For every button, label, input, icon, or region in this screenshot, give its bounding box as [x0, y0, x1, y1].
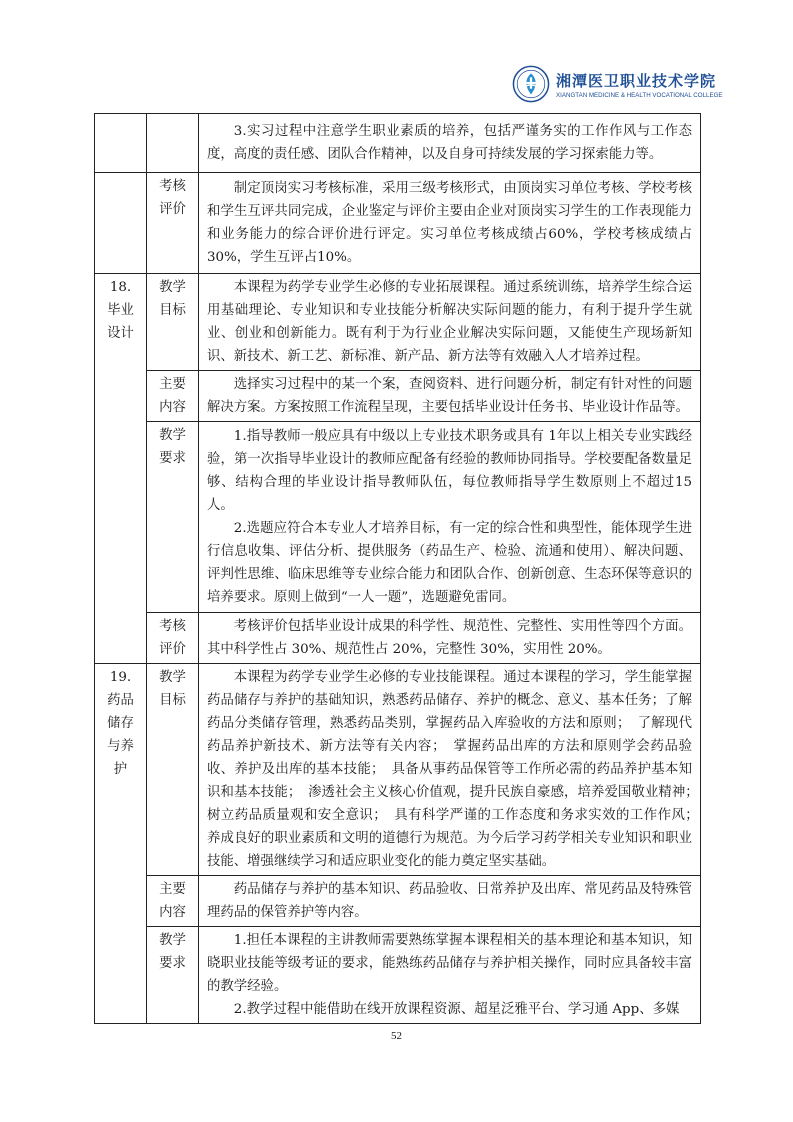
row-label-eval: 考核 评价 [147, 613, 199, 664]
table-row [95, 371, 701, 422]
table-row [95, 613, 701, 664]
row-label-requirement: 教学 要求 [147, 422, 199, 613]
college-logo [512, 62, 752, 106]
college-emblem-icon [512, 65, 550, 103]
course-19-content-text: 药品储存与养护的基本知识、药品验收、日常养护及出库、常见药品及特殊管理药品的保管养护等内容。 [199, 876, 701, 927]
table-row [95, 876, 701, 927]
course-18-title: 18. 毕业 设计 [95, 274, 147, 664]
course-18-eval-text: 考核评价包括毕业设计成果的科学性、规范性、完整性、实用性等四个方面。其中科学性占 30%、规范性占 20%，完整性 30%，实用性 20%。 [199, 613, 701, 664]
course-19-title: 19. 药品 储存 与养 护 [95, 664, 147, 1024]
college-name-en: XIANGTAN MEDICINE & HEALTH VOCATIONAL COLLEGE [556, 91, 723, 99]
table-row [95, 422, 701, 613]
course-18-content-text: 选择实习过程中的某一个案，查阅资料、进行问题分析，制定有针对性的问题解决方案。方案按照工作流程呈现，主要包括毕业设计任务书、毕业设计作品等。 [199, 371, 701, 422]
internship-requirement-3: 3.实习过程中注意学生职业素质的培养，包括严谨务实的工作作风与工作态度，高度的责任感、团队合作精神，以及自身可持续发展的学习探索能力等。 [199, 114, 701, 173]
course-18-requirement-text: 1.指导教师一般应具有中级以上专业技术职务或具有 1年以上相关专业实践经验，第一次指导毕业设计的教师应配备有经验的教师协同指导。学校要配备数量足够、结构合理的毕业设计指导教师队伍，每位教师指导学生数原则上不超过15人。 2.选题应符合本专业人才培养目标，有一定的综合性和典型性，能体现学生进行信息收集、评估分析、提供服务（药品生产、检验、流通和使用）、解决问题、评判性思维、临床思维等专业综合能力和团队合作、创新创意、生态环保等意识的培养要求。原则上做到“一人一题”，选题避免雷同。 [199, 422, 701, 613]
row-label-cell-empty [147, 114, 199, 173]
table-row [95, 664, 701, 876]
course-number-cell-empty [95, 114, 147, 173]
table-row [95, 927, 701, 1024]
row-label-goal: 教学 目标 [147, 664, 199, 876]
page-number: 52 [391, 1030, 402, 1042]
course-number-cell-empty [95, 173, 147, 274]
row-label-goal: 教学 目标 [147, 274, 199, 371]
row-label-content: 主要 内容 [147, 371, 199, 422]
row-label-requirement: 教学 要求 [147, 927, 199, 1024]
course-18-goal-text: 本课程为药学专业学生必修的专业拓展课程。通过系统训练，培养学生综合运用基础理论、专业知识和专业技能分析解决实际问题的能力，有利于提升学生就业、创业和创新能力。既有利于为行业企业解决实际问题，又能使生产现场新知识、新技术、新工艺、新标准、新产品、新方法等有效融入人才培养过程。 [199, 274, 701, 371]
table-row [95, 173, 701, 274]
course-19-goal-text: 本课程为药学专业学生必修的专业技能课程。通过本课程的学习，学生能掌握药品储存与养护的基础知识，熟悉药品储存、养护的概念、意义、基本任务；了解药品分类储存管理，熟悉药品类别，掌握药品入库验收的方法和原则； 了解现代药品养护新技术、新方法等有关内容； 掌握药品出库的方法和原则学会药品验收、养护及出库的基本技能； 具备从事药品保管等工作所必需的药品养护基本知识和基本技能； 渗透社会主义核心价值观，提升民族自豪感，培养爱国敬业精神； 树立药品质量观和安全意识； 具有科学严谨的工作态度和务求实效的工作作风； 养成良好的职业素质和文明的道德行为规范。为今后学习药学相关专业知识和职业技能、增强继续学习和适应职业变化的能力奠定坚实基础。 [199, 664, 701, 876]
table-row [95, 274, 701, 371]
course-table [94, 113, 706, 1024]
row-label-eval: 考核 评价 [147, 173, 199, 274]
table-row [95, 114, 701, 173]
course-19-requirement-text: 1.担任本课程的主讲教师需要熟练掌握本课程相关的基本理论和基本知识，知晓职业技能等级考证的要求，能熟练药品储存与养护相关操作，同时应具备较丰富的教学经验。 2.教学过程中能借助在线开放课程资源、超星泛雅平台、学习通 App、多媒 [199, 927, 701, 1024]
college-name-cn: 湘潭医卫职业技术学院 [556, 71, 717, 90]
internship-eval-text: 制定顶岗实习考核标准，采用三级考核形式，由顶岗实习单位考核、学校考核和学生互评共同完成，企业鉴定与评价主要由企业对顶岗实习学生的工作表现能力和业务能力的综合评价进行评定。实习单位考核成绩占60%，学校考核成绩占30%，学生互评占10%。 [199, 173, 701, 274]
row-label-content: 主要 内容 [147, 876, 199, 927]
